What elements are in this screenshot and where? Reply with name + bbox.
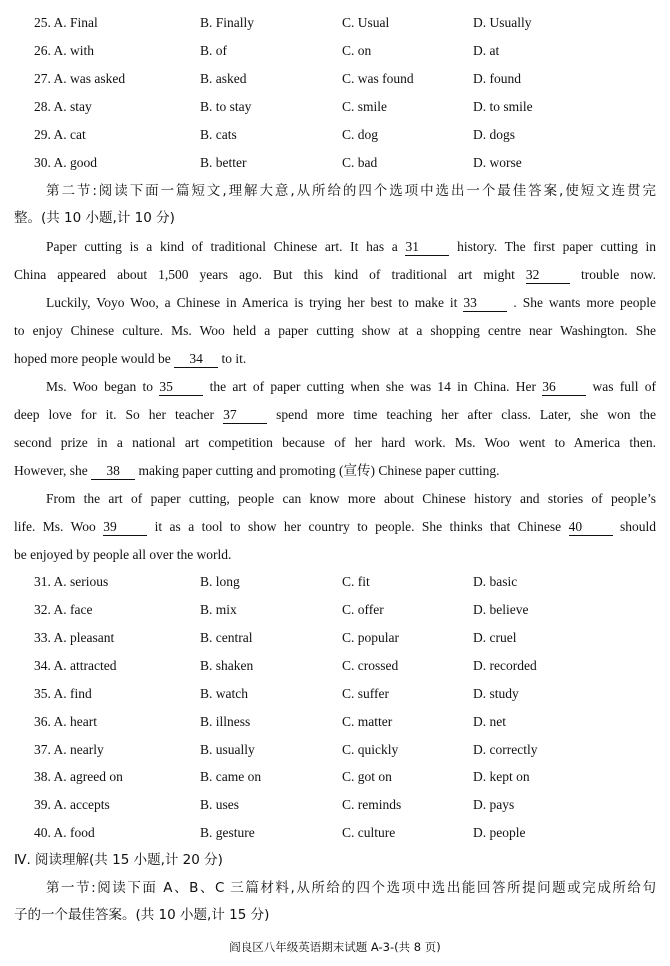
- option-d: D. basic: [473, 574, 518, 589]
- option-a: 32. A. face: [34, 602, 93, 617]
- passage-line: be enjoyed by people all over the world.: [14, 547, 232, 562]
- option-a: 25. A. Final: [34, 15, 98, 30]
- option-d: D. believe: [473, 602, 529, 617]
- blank-35: 35: [159, 378, 203, 396]
- option-a: 37. A. nearly: [34, 742, 104, 757]
- option-row: [0, 125, 670, 145]
- blank-34: 34: [174, 350, 218, 368]
- part-heading: Ⅳ. 阅读理解(共 15 小题,计 20 分): [14, 852, 223, 868]
- option-row: [0, 600, 670, 620]
- passage-line: Paper cutting is a kind of traditional Chinese art. It has a 31 history. The first paper cutting in: [46, 239, 656, 254]
- option-c: C. got on: [342, 769, 392, 784]
- option-c: C. bad: [342, 155, 378, 170]
- option-row: [0, 712, 670, 732]
- option-c: C. was found: [342, 71, 414, 86]
- option-a: 35. A. find: [34, 686, 92, 701]
- option-row: [0, 740, 670, 760]
- option-d: D. recorded: [473, 658, 537, 673]
- blank-39: 39: [103, 518, 147, 536]
- option-a: 31. A. serious: [34, 574, 109, 589]
- option-row: [0, 767, 670, 787]
- option-b: B. watch: [200, 686, 248, 701]
- option-b: B. gesture: [200, 825, 255, 840]
- option-c: C. Usual: [342, 15, 390, 30]
- option-row: [0, 69, 670, 89]
- option-d: D. correctly: [473, 742, 538, 757]
- option-a: 38. A. agreed on: [34, 769, 123, 784]
- option-row: [0, 684, 670, 704]
- option-d: D. found: [473, 71, 521, 86]
- option-c: C. offer: [342, 602, 384, 617]
- page-footer: 阎良区八年级英语期末试题 A-3-(共 8 页): [229, 940, 441, 954]
- passage-line: second prize in a national art competition because of her hard work. Ms. Woo went to America then.: [14, 435, 656, 450]
- option-b: B. usually: [200, 742, 255, 757]
- option-d: D. worse: [473, 155, 522, 170]
- option-c: C. matter: [342, 714, 393, 729]
- option-a: 29. A. cat: [34, 127, 86, 142]
- option-b: B. illness: [200, 714, 251, 729]
- option-b: B. shaken: [200, 658, 254, 673]
- option-a: 34. A. attracted: [34, 658, 117, 673]
- part-instruction: 第一节:阅读下面 A、B、C 三篇材料,从所给的四个选项中选出能回答所提问题或完成所给句: [46, 880, 656, 896]
- option-a: 36. A. heart: [34, 714, 97, 729]
- passage-line: Luckily, Voyo Woo, a Chinese in America is trying her best to make it 33 . She wants more people: [46, 295, 657, 310]
- option-b: B. cats: [200, 127, 237, 142]
- option-c: C. reminds: [342, 797, 402, 812]
- option-c: C. suffer: [342, 686, 389, 701]
- option-d: D. at: [473, 43, 500, 58]
- option-a: 39. A. accepts: [34, 797, 110, 812]
- passage-line: Ms. Woo began to 35 the art of paper cutting when she was 14 in China. Her 36 was full of: [46, 379, 657, 394]
- option-c: C. culture: [342, 825, 396, 840]
- option-c: C. crossed: [342, 658, 399, 673]
- option-a: 27. A. was asked: [34, 71, 126, 86]
- blank-31: 31: [405, 238, 449, 256]
- option-c: C. fit: [342, 574, 370, 589]
- blank-37: 37: [223, 406, 267, 424]
- option-b: B. asked: [200, 71, 247, 86]
- option-b: B. to stay: [200, 99, 252, 114]
- passage-line: to enjoy Chinese culture. Ms. Woo held a paper cutting show at a shopping centre near Washington. She: [14, 323, 656, 338]
- option-b: B. uses: [200, 797, 240, 812]
- option-b: B. came on: [200, 769, 262, 784]
- option-row: [0, 656, 670, 676]
- option-c: C. on: [342, 43, 372, 58]
- passage-line: China appeared about 1,500 years ago. But this kind of traditional art might 32 trouble now.: [14, 267, 656, 282]
- blank-32: 32: [526, 266, 570, 284]
- option-b: B. long: [200, 574, 240, 589]
- section-instruction: 第二节:阅读下面一篇短文,理解大意,从所给的四个选项中选出一个最佳答案,使短文连贯完: [46, 183, 656, 199]
- blank-38: 38: [91, 462, 135, 480]
- option-b: B. central: [200, 630, 253, 645]
- blank-40: 40: [569, 518, 613, 536]
- option-b: B. better: [200, 155, 247, 170]
- option-c: C. popular: [342, 630, 399, 645]
- option-c: C. dog: [342, 127, 379, 142]
- option-row: [0, 153, 670, 173]
- option-a: 33. A. pleasant: [34, 630, 115, 645]
- option-b: B. of: [200, 43, 227, 58]
- option-a: 28. A. stay: [34, 99, 92, 114]
- option-d: D. net: [473, 714, 506, 729]
- option-c: C. smile: [342, 99, 388, 114]
- option-row: [0, 795, 670, 815]
- option-d: D. study: [473, 686, 519, 701]
- option-row: [0, 572, 670, 592]
- option-d: D. dogs: [473, 127, 516, 142]
- option-d: D. Usually: [473, 15, 532, 30]
- option-b: B. mix: [200, 602, 237, 617]
- option-row: [0, 628, 670, 648]
- passage-line: However, she 38 making paper cutting and promoting (宣传) Chinese paper cutting.: [14, 463, 500, 478]
- section-instruction-cont: 整。(共 10 小题,计 10 分): [14, 210, 175, 226]
- option-d: D. pays: [473, 797, 515, 812]
- blank-36: 36: [542, 378, 586, 396]
- option-d: D. people: [473, 825, 526, 840]
- option-d: D. kept on: [473, 769, 530, 784]
- option-b: B. Finally: [200, 15, 255, 30]
- part-instruction-cont: 子的一个最佳答案。(共 10 小题,计 15 分): [14, 907, 270, 923]
- option-a: 26. A. with: [34, 43, 95, 58]
- option-d: D. cruel: [473, 630, 517, 645]
- passage-line: deep love for it. So her teacher 37 spend more time teaching her after class. Later, she won the: [14, 407, 657, 422]
- passage-line: life. Ms. Woo 39 it as a tool to show her country to people. She thinks that Chinese 40 should: [14, 519, 657, 534]
- option-row: [0, 13, 670, 33]
- option-a: 40. A. food: [34, 825, 95, 840]
- blank-33: 33: [463, 294, 507, 312]
- option-row: [0, 41, 670, 61]
- passage-line: hoped more people would be 34 to it.: [14, 351, 247, 366]
- passage-line: From the art of paper cutting, people can know more about Chinese history and stories of people’s: [46, 491, 656, 506]
- option-a: 30. A. good: [34, 155, 98, 170]
- option-row: [0, 823, 670, 843]
- option-row: [0, 97, 670, 117]
- option-c: C. quickly: [342, 742, 399, 757]
- option-d: D. to smile: [473, 99, 533, 114]
